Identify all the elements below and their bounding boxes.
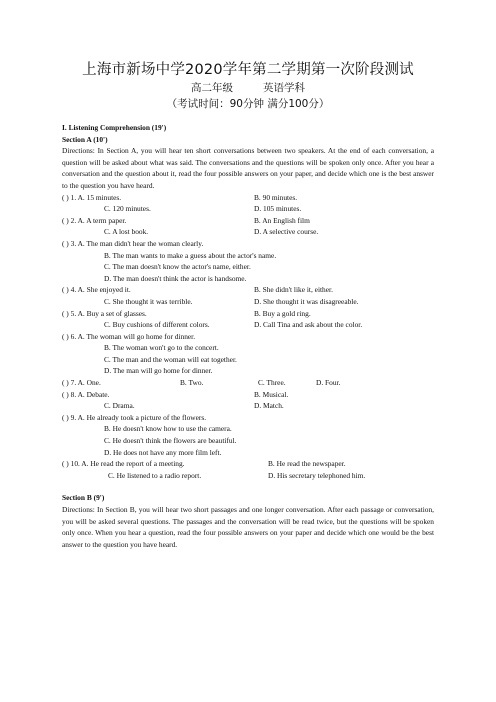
q2-option-b: B. An English film [254, 215, 310, 225]
q2-option-d: D. A selective course. [254, 227, 319, 237]
question-4-cd [62, 296, 434, 308]
q9-option-d: D. He does not have any more film left. [104, 447, 222, 457]
q9-option-a: ( ) 9. A. He already took a picture of the flowers. [62, 412, 207, 422]
question-1-cd [62, 203, 434, 215]
q7-option-c: C. Three. [258, 378, 286, 388]
q6-option-b: B. The woman won't go to the concert. [104, 343, 219, 353]
q4-option-c: C. She thought it was terrible. [104, 296, 193, 306]
q6-option-a: ( ) 6. A. The woman will go home for dinner. [62, 331, 196, 341]
grade-subject-line [0, 80, 496, 95]
subject-label: 英语学科 [263, 82, 305, 94]
q5-option-a: ( ) 5. A. Buy a set of glasses. [62, 308, 147, 318]
q10-option-b: B. He read the newspaper. [268, 459, 346, 469]
q2-option-c: C. A lost book. [104, 227, 149, 237]
q3-option-a: ( ) 3. A. The man didn't hear the woman clearly. [62, 238, 204, 248]
question-10 [62, 458, 434, 470]
q5-option-d: D. Call Tina and ask about the color. [254, 320, 363, 330]
q7-option-d: D. Four. [316, 378, 341, 388]
q4-option-a: ( ) 4. A. She enjoyed it. [62, 285, 131, 295]
section-b-heading: Section B (9') [62, 493, 105, 503]
q8-option-b: B. Musical. [254, 389, 289, 399]
page-title: 上海市新场中学2020学年第二学期第一次阶段测试 [82, 62, 414, 78]
question-2-cd [62, 226, 434, 238]
question-5-cd [62, 319, 434, 331]
q7-option-a: ( ) 7. A. One. [62, 378, 101, 388]
q1-option-d: D. 105 minutes. [254, 204, 302, 214]
question-10-cd [62, 470, 434, 482]
question-8-cd [62, 400, 434, 412]
question-9 [62, 412, 434, 424]
q4-option-d: D. She thought it was disagreeable. [254, 296, 359, 306]
question-5 [62, 308, 434, 320]
q1-option-c: C. 120 minutes. [104, 204, 151, 214]
q6-option-c: C. The man and the woman will eat together. [104, 354, 237, 364]
section-b-directions: Directions: In Section B, you will hear two short passages and one longer conversation. After each passage or conversation, you will be asked several questions. The passages and the conversation will be read twice, but the questions will be spoken only once. When you hear a question, read the four possible answers on your paper and decide which one would be the best answer to the question you have heard. [62, 505, 434, 549]
question-3 [62, 238, 434, 250]
q6-option-d: D. The man will go home for dinner. [104, 366, 213, 376]
section-a-directions: Directions: In Section A, you will hear ten short conversations between two speakers. At the end of each conversation, a question will be asked about what was said. The conversations and the questions will be spoken only once. After you hear a conversation and the question about it, read the four possible answers on your paper, and decide which one is the best answer to the question you have heard. [62, 146, 434, 190]
q5-option-b: B. Buy a gold ring. [254, 308, 311, 318]
question-1 [62, 192, 434, 204]
q8-option-c: C. Drama. [104, 401, 135, 411]
question-6 [62, 331, 434, 343]
q1-option-a: ( ) 1. A. 15 minutes. [62, 192, 122, 202]
exam-info: （考试时间：90分钟 满分100分） [166, 98, 330, 110]
q3-option-b: B. The man wants to make a guess about the actor's name. [104, 250, 277, 260]
q2-option-a: ( ) 2. A. A term paper. [62, 215, 127, 225]
grade-label: 高二年级 [191, 82, 233, 94]
question-4 [62, 284, 434, 296]
q3-option-c: C. The man doesn't know the actor's name, either. [104, 262, 251, 272]
part-heading: I. Listening Comprehension (19') [62, 123, 167, 132]
q8-option-d: D. Match. [254, 401, 284, 411]
q10-option-d: D. His secretary telephoned him. [268, 470, 366, 480]
question-2 [62, 215, 434, 227]
exam-content [62, 122, 434, 550]
question-8 [62, 389, 434, 401]
q5-option-c: C. Buy cushions of different colors. [104, 320, 210, 330]
q10-option-c: C. He listened to a radio report. [108, 470, 202, 480]
q4-option-b: B. She didn't like it, either. [254, 285, 333, 295]
q7-option-b: B. Two. [180, 378, 204, 388]
q9-option-c: C. He doesn't think the flowers are beautiful. [104, 436, 237, 446]
q8-option-a: ( ) 8. A. Debate. [62, 389, 110, 399]
section-a-heading: Section A (10') [62, 134, 108, 144]
q9-option-b: B. He doesn't know how to use the camera. [104, 424, 232, 434]
q10-option-a: ( ) 10. A. He read the report of a meeting. [62, 459, 185, 469]
q3-option-d: D. The man doesn't think the actor is handsome. [104, 273, 247, 283]
q1-option-b: B. 90 minutes. [254, 192, 298, 202]
question-7 [62, 377, 434, 389]
